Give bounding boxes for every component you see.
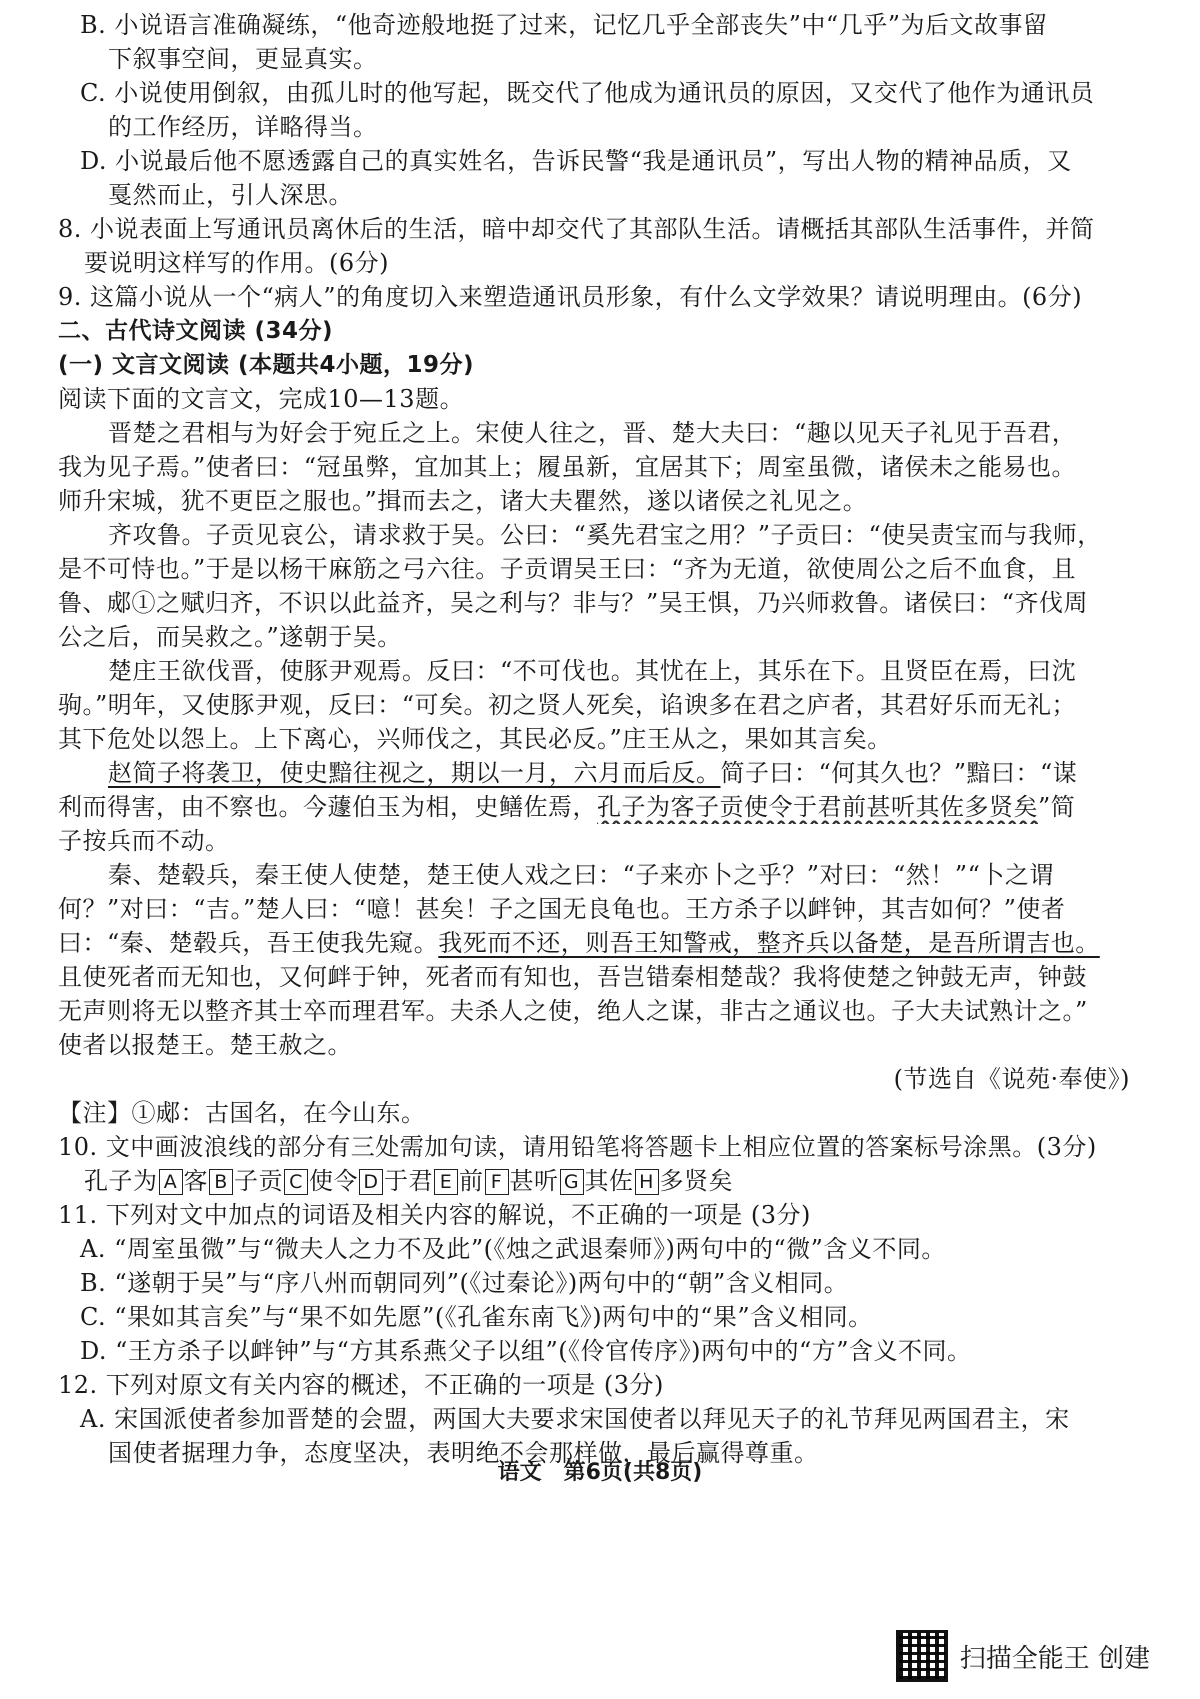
scanner-watermark	[896, 1630, 1150, 1682]
annotation-note: 【注】①郕：古国名，在今山东。	[58, 1099, 426, 1127]
q10: 10. 文中画波浪线的部分有三处需加句读，请用铅笔将答题卡上相应位置的答案标号涂黑。(3分)	[58, 1133, 1097, 1161]
watermark-text: 扫描全能王 创建	[959, 1643, 1150, 1674]
passage-p3-l3: 其下危处以怨上。上下离心，兴师伐之，其民必反。”庄王从之，果如其言矣。	[58, 725, 892, 753]
passage-p5-l2: 何？”对曰：“吉。”楚人曰：“噫！甚矣！子之国无良龟也。王方杀子以衅钟，其吉如何？”使者	[58, 895, 1066, 923]
qr-code-icon	[896, 1630, 948, 1682]
q7-option-d-line1: D. 小说最后他不愿透露自己的真实姓名，告诉民警“我是通讯员”，写出人物的精神品质，又	[80, 147, 1072, 175]
passage-p4-l2-b: ”简	[1038, 793, 1076, 821]
q7-option-c-line2: 的工作经历，详略得当。	[108, 113, 378, 141]
q7-option-b-line2: 下叙事空间，更显真实。	[108, 45, 378, 73]
q12: 12. 下列对原文有关内容的概述，不正确的一项是 (3分)	[58, 1371, 664, 1399]
reading-instruction: 阅读下面的文言文，完成10—13题。	[58, 385, 465, 413]
page-footer: 语文 第6页(共8页)	[497, 1460, 703, 1485]
q7-option-d-line2: 戛然而止，引人深思。	[108, 181, 353, 209]
passage-p2-l2: 是不可恃也。”于是以杨干麻筋之弓六往。子贡谓吴王曰：“齐为无道，欲使周公之后不血食，且	[58, 555, 1077, 583]
q9: 9. 这篇小说从一个“病人”的角度切入来塑造通讯员形象，有什么文学效果？请说明理由。(6分)	[58, 283, 1083, 311]
passage-p5-l4: 且使死者而无知也，又何衅于钟，死者而有知也，吾岂错秦相楚哉？我将使楚之钟鼓无声，钟鼓	[58, 963, 1087, 991]
passage-p5-l3-a: 曰：“秦、楚毂兵，吾王使我先窥。	[58, 929, 439, 957]
wavy-underline-segment: 孔子为客子贡使令于君前甚听其佐多贤矣	[597, 793, 1038, 821]
passage-p2-l4: 公之后，而吴救之。”遂朝于吴。	[58, 623, 402, 651]
q11-option-b: B. “遂朝于吴”与“序八州而朝同列”(《过秦论》)两句中的“朝”含义相同。	[80, 1269, 849, 1297]
passage-p1-l1: 晋楚之君相与为好会于宛丘之上。宋使人往之，晋、楚大夫曰：“趣以见天子礼见于吾君，	[108, 419, 1077, 447]
q10-box-e[interactable]: E	[434, 1169, 458, 1195]
passage-p4-l1	[58, 756, 1150, 790]
q10-seg: 子贡	[234, 1167, 283, 1195]
passage-p1-l3: 师升宋城，犹不更臣之服也。”揖而去之，诸大夫瞿然，遂以诸侯之礼见之。	[58, 487, 868, 515]
q11-option-d: D. “王方杀子以衅钟”与“方其系燕父子以组”(《伶官传序》)两句中的“方”含义不同。	[80, 1337, 972, 1365]
passage-p4-l2	[58, 790, 1150, 824]
q8-line2: 要说明这样写的作用。(6分)	[84, 249, 389, 277]
q10-box-b[interactable]: B	[209, 1169, 233, 1195]
passage-p4-l2-a: 利而得害，由不察也。今蘧伯玉为相，史鳝佐焉，	[58, 793, 597, 821]
passage-p5-l6: 使者以报楚王。楚王赦之。	[58, 1031, 352, 1059]
subsection1-title: (一) 文言文阅读 (本题共4小题，19分)	[58, 352, 475, 378]
q10-box-a[interactable]: A	[159, 1169, 183, 1195]
underlined-sentence-2: 我死而不还，则吾王知警戒，整齐兵以备楚，是吾所谓吉也。	[438, 929, 1100, 957]
passage-p5-l3	[58, 926, 1150, 960]
passage-p3-l2: 驹。”明年，又使豚尹观，反曰：“可矣。初之贤人死矣，谄谀多在君之庐者，其君好乐而无礼；	[58, 691, 1077, 719]
passage-p2-l3: 鲁、郕①之赋归齐，不识以此益齐，吴之利与？非与？”吴王惧，乃兴师救鲁。诸侯曰：“齐伐周	[58, 589, 1089, 617]
q10-seg: 客	[183, 1167, 208, 1195]
q11-option-c: C. “果如其言矣”与“果不如先愿”(《孔雀东南飞》)两句中的“果”含义相同。	[80, 1303, 873, 1331]
q10-seg: 于君	[384, 1167, 433, 1195]
q10-punctuation-line	[58, 1164, 1150, 1198]
passage-source: (节选自《说苑·奉使》)	[893, 1065, 1130, 1093]
passage-p3-l1: 楚庄王欲伐晋，使豚尹观焉。反曰：“不可伐也。其忧在上，其乐在下。且贤臣在焉，曰沈	[108, 657, 1077, 685]
q10-box-g[interactable]: G	[560, 1169, 584, 1195]
q11: 11. 下列对文中加点的词语及相关内容的解说，不正确的一项是 (3分)	[58, 1201, 811, 1229]
q10-seg: 甚听	[509, 1167, 559, 1195]
passage-p5-l1: 秦、楚毂兵，秦王使人使楚，楚王使人戏之曰：“子来亦卜之乎？”对曰：“然！”“卜之谓	[108, 861, 1054, 889]
q12-option-a-line1: A. 宋国派使者参加晋楚的会盟，两国大夫要求宋国使者以拜见天子的礼节拜见两国君主，宋	[80, 1405, 1070, 1433]
passage-p4-l1-rest: 简子曰：“何其久也？”黯曰：“谋	[720, 759, 1078, 787]
q10-seg: 其佐	[584, 1167, 634, 1195]
passage-p2-l1: 齐攻鲁。子贡见哀公，请求救于吴。公曰：“奚先君宝之用？”子贡曰：“使吴责宝而与我师，	[108, 521, 1102, 549]
q10-seg: 孔子为	[84, 1167, 158, 1195]
passage-p5-l5: 无声则将无以整齐其士卒而理君军。夫杀人之使，绝人之谋，非古之通议也。子大夫试熟计之。”	[58, 997, 1088, 1025]
passage-p1-l2: 我为见子焉。”使者曰：“冠虽弊，宜加其上；履虽新，宜居其下；周室虽微，诸侯未之能易也。	[58, 453, 1077, 481]
q8-line1: 8. 小说表面上写通讯员离休后的生活，暗中却交代了其部队生活。请概括其部队生活事件，并简	[58, 215, 1095, 243]
q10-box-h[interactable]: H	[635, 1169, 659, 1195]
q12-option-a-line2: 国使者据理力争，态度坚决，表明绝不会那样做，最后赢得尊重。	[108, 1439, 819, 1467]
q10-seg: 前	[459, 1167, 484, 1195]
q10-box-d[interactable]: D	[359, 1169, 383, 1195]
q10-seg: 多贤矣	[659, 1167, 733, 1195]
q10-box-c[interactable]: C	[284, 1169, 308, 1195]
q7-option-b-line1: B. 小说语言准确凝练，“他奇迹般地挺了过来，记忆几乎全部丧失”中“几乎”为后文故事留	[80, 11, 1048, 39]
q10-seg: 使令	[309, 1167, 358, 1195]
passage-p4-l3: 子按兵而不动。	[58, 827, 230, 855]
section2-title: 二、古代诗文阅读 (34分)	[58, 318, 334, 344]
q7-option-c-line1: C. 小说使用倒叙，由孤儿时的他写起，既交代了他成为通讯员的原因，又交代了他作为通讯员	[80, 79, 1095, 107]
underlined-sentence-1: 赵简子将袭卫，使史黯往视之，期以一月，六月而后反。	[108, 759, 721, 787]
q10-box-f[interactable]: F	[485, 1169, 509, 1195]
q11-option-a: A. “周室虽微”与“微夫人之力不及此”(《烛之武退秦师》)两句中的“微”含义不同。	[80, 1235, 946, 1263]
